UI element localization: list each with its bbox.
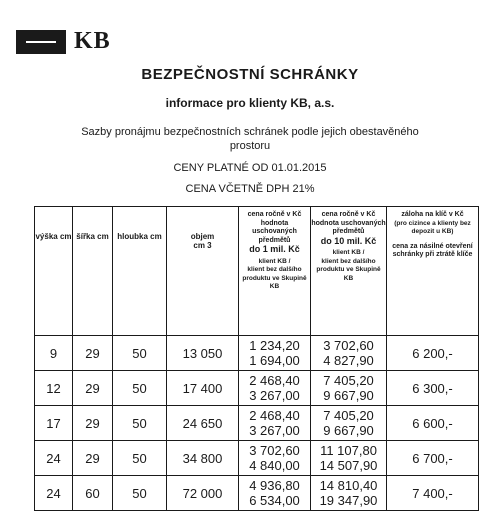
header-deposit-forced: cena za násilné otevření schránky při ztrátě klíče — [392, 242, 473, 258]
cell-price-10m — [311, 336, 387, 371]
header-price-10m-client: klient KB / — [332, 249, 365, 256]
page-subtitle: informace pro klienty KB, a.s. — [165, 96, 335, 110]
vat-note: CENA VČETNĚ DPH 21% — [185, 183, 315, 195]
cell-volume: 13 050 — [167, 336, 239, 371]
cell-height: 9 — [35, 336, 73, 371]
header-price-1m-client: klient KB / — [258, 257, 291, 265]
header-depth: hloubka cm — [113, 207, 167, 336]
cell-width: 29 — [73, 406, 113, 441]
header-width: šířka cm — [73, 207, 113, 336]
page-description: Sazby pronájmu bezpečnostních schránek podle jejich obestavěného prostoru — [81, 126, 419, 152]
price-nonclient: 19 347,90 — [319, 493, 378, 508]
header-height: výška cm — [35, 207, 73, 336]
cell-price-10m — [311, 406, 387, 441]
cell-price-1m — [239, 406, 311, 441]
price-nonclient: 9 667,90 — [323, 388, 374, 403]
header-price-10m — [311, 207, 387, 336]
cell-depth: 50 — [113, 406, 167, 441]
price-nonclient: 6 534,00 — [249, 493, 300, 508]
price-table — [34, 206, 479, 511]
price-client: 1 234,20 — [249, 338, 300, 353]
cell-volume: 17 400 — [167, 371, 239, 406]
cell-deposit: 6 200,- — [387, 336, 479, 371]
logo-text: KB — [74, 28, 111, 54]
header-price-1m-nonclient: klient bez dalšího produktu ve Skupině KB — [242, 266, 307, 290]
cell-volume: 24 650 — [167, 406, 239, 441]
table-row — [35, 476, 479, 511]
price-client: 2 468,40 — [249, 408, 300, 423]
table-row — [35, 371, 479, 406]
cell-width: 60 — [73, 476, 113, 511]
cell-height: 24 — [35, 476, 73, 511]
price-nonclient: 14 507,90 — [319, 458, 378, 473]
header-deposit — [387, 207, 479, 336]
table-row — [35, 406, 479, 441]
price-nonclient: 1 694,00 — [249, 353, 300, 368]
price-client: 11 107,80 — [320, 443, 377, 458]
price-client: 3 702,60 — [323, 338, 374, 353]
cell-width: 29 — [73, 336, 113, 371]
header-volume-label: objem — [190, 232, 215, 241]
header-price-1m — [239, 207, 311, 336]
cell-depth: 50 — [113, 476, 167, 511]
cell-volume: 72 000 — [167, 476, 239, 511]
cell-deposit: 7 400,- — [387, 476, 479, 511]
cell-price-1m — [239, 371, 311, 406]
cell-price-10m — [311, 371, 387, 406]
cell-deposit: 6 300,- — [387, 371, 479, 406]
cell-height: 17 — [35, 406, 73, 441]
table-row — [35, 336, 479, 371]
kb-logo — [16, 28, 111, 55]
page-title: BEZPEČNOSTNÍ SCHRÁNKY — [141, 66, 359, 83]
price-nonclient: 4 827,90 — [323, 353, 374, 368]
cell-price-10m — [311, 441, 387, 476]
cell-height: 24 — [35, 441, 73, 476]
cell-price-10m — [311, 476, 387, 511]
price-client: 14 810,40 — [319, 478, 378, 493]
cell-height: 12 — [35, 371, 73, 406]
header-price-1m-limit: do 1 mil. Kč — [249, 244, 300, 254]
price-nonclient: 9 667,90 — [323, 423, 374, 438]
header-price-10m-limit: do 10 mil. Kč — [320, 235, 377, 246]
header-volume — [167, 207, 239, 336]
price-nonclient: 4 840,00 — [249, 458, 300, 473]
header-price-1m-label: cena ročně v Kč hodnota uschovaných předmětů — [247, 211, 302, 244]
cell-volume: 34 800 — [167, 441, 239, 476]
cell-deposit: 6 600,- — [387, 406, 479, 441]
table-row — [35, 441, 479, 476]
header-price-10m-nonclient: klient bez dalšího produktu ve Skupině KB — [316, 257, 381, 282]
header-price-10m-label: cena ročně v Kč hodnota uschovaných předmětů — [311, 211, 386, 235]
cell-deposit: 6 700,- — [387, 441, 479, 476]
price-client: 3 702,60 — [249, 443, 300, 458]
header-deposit-note: (pro cizince a klienty bez depozit u KB) — [394, 219, 471, 235]
cell-width: 29 — [73, 441, 113, 476]
cell-price-1m — [239, 336, 311, 371]
cell-price-1m — [239, 441, 311, 476]
price-client: 2 468,40 — [249, 373, 300, 388]
cell-price-1m — [239, 476, 311, 511]
price-client: 7 405,20 — [323, 408, 374, 423]
cell-width: 29 — [73, 371, 113, 406]
cell-depth: 50 — [113, 371, 167, 406]
table-header-row — [35, 207, 479, 336]
price-nonclient: 3 267,00 — [249, 423, 300, 438]
price-nonclient: 3 267,00 — [249, 388, 300, 403]
cell-depth: 50 — [113, 336, 167, 371]
header-deposit-label: záloha na klíč v Kč — [401, 211, 464, 218]
logo-mark — [16, 30, 66, 54]
cell-depth: 50 — [113, 441, 167, 476]
price-client: 4 936,80 — [249, 478, 300, 493]
valid-from-note: CENY PLATNÉ OD 01.01.2015 — [173, 162, 327, 174]
header-volume-unit: cm 3 — [193, 240, 212, 250]
price-client: 7 405,20 — [323, 373, 374, 388]
